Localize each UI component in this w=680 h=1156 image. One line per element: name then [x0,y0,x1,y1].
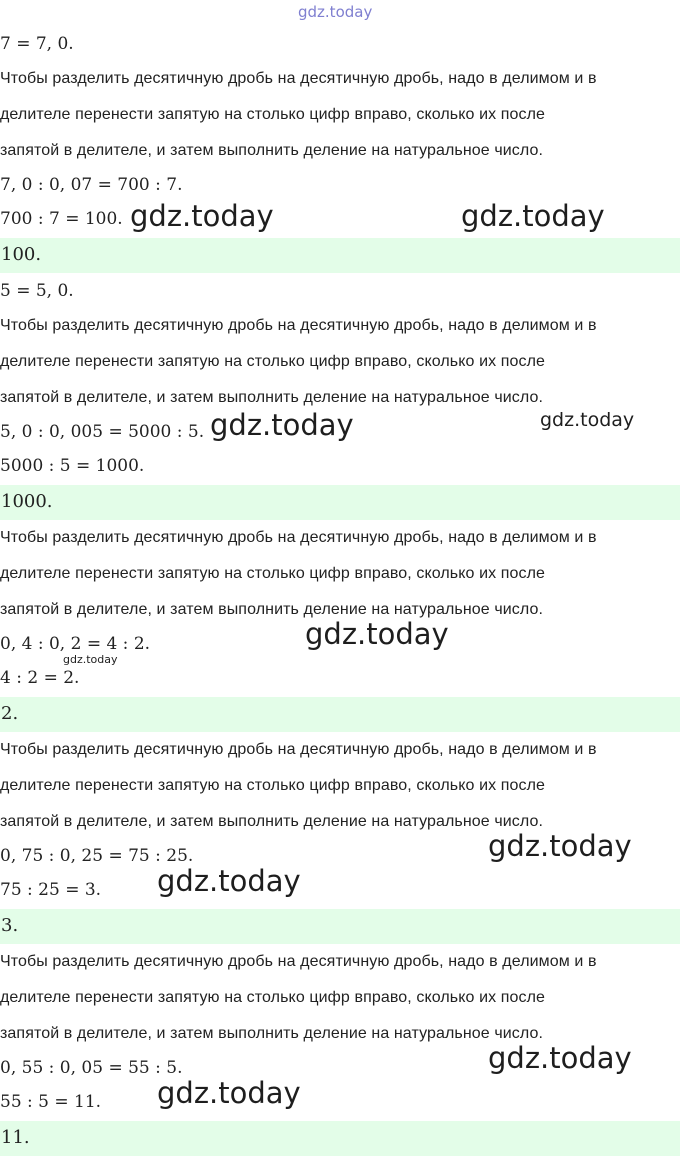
answer-value: 100. [1,244,42,265]
division-step: 0, 4 : 0, 2 = 4 : 2. [0,634,151,654]
rule-text-line: запятой в делителе, и затем выполнить деление на натуральное число. [0,142,544,159]
answer-box [0,909,680,944]
rule-text-line: Чтобы разделить десятичную дробь на десятичную дробь, надо в делимом и в [0,70,597,87]
answer-box [0,238,680,273]
equation-5: 5 = 5, 0. [0,281,74,301]
watermark: gdz.today [157,1076,301,1110]
rule-text-line: делителе перенести запятую на столько цифр вправо, сколько их после [0,353,546,370]
watermark: gdz.today [210,408,354,442]
answer-value: 3. [1,915,19,936]
answer-value: 11. [1,1127,30,1148]
rule-text-line: делителе перенести запятую на столько цифр вправо, сколько их после [0,989,546,1006]
rule-text-line: запятой в делителе, и затем выполнить деление на натуральное число. [0,601,544,618]
rule-text-line: Чтобы разделить десятичную дробь на десятичную дробь, надо в делимом и в [0,529,597,546]
division-step: 7, 0 : 0, 07 = 700 : 7. [0,175,183,195]
division-step: 0, 75 : 0, 25 = 75 : 25. [0,846,194,866]
division-result: 55 : 5 = 11. [0,1092,102,1112]
rule-text-line: делителе перенести запятую на столько цифр вправо, сколько их после [0,106,546,123]
watermark: gdz.today [157,864,301,898]
division-result: 5000 : 5 = 1000. [0,456,145,476]
rule-text-line: запятой в делителе, и затем выполнить деление на натуральное число. [0,1025,544,1042]
answer-value: 2. [1,703,19,724]
answer-box [0,697,680,732]
watermark: gdz.today [63,653,118,666]
division-step: 0, 55 : 0, 05 = 55 : 5. [0,1058,183,1078]
answer-value: 1000. [1,491,53,512]
watermark: gdz.today [305,617,449,651]
equation-7: 7 = 7, 0. [0,34,74,54]
rule-text-line: делителе перенести запятую на столько цифр вправо, сколько их после [0,777,546,794]
watermark: gdz.today [461,199,605,233]
watermark: gdz.today [540,409,635,431]
watermark: gdz.today [488,829,632,863]
division-result: 4 : 2 = 2. [0,668,80,688]
division-result: 700 : 7 = 100. [0,209,123,229]
watermark: gdz.today [488,1041,632,1075]
division-step: 5, 0 : 0, 005 = 5000 : 5. [0,422,205,442]
answer-box [0,1121,680,1156]
watermark: gdz.today [130,199,274,233]
rule-text-line: Чтобы разделить десятичную дробь на десятичную дробь, надо в делимом и в [0,953,597,970]
rule-text-line: Чтобы разделить десятичную дробь на десятичную дробь, надо в делимом и в [0,741,597,758]
watermark-top: gdz.today [298,3,373,21]
rule-text-line: делителе перенести запятую на столько цифр вправо, сколько их после [0,565,546,582]
answer-box [0,485,680,520]
rule-text-line: запятой в делителе, и затем выполнить деление на натуральное число. [0,389,544,406]
rule-text-line: запятой в делителе, и затем выполнить деление на натуральное число. [0,813,544,830]
rule-text-line: Чтобы разделить десятичную дробь на десятичную дробь, надо в делимом и в [0,317,597,334]
division-result: 75 : 25 = 3. [0,880,102,900]
